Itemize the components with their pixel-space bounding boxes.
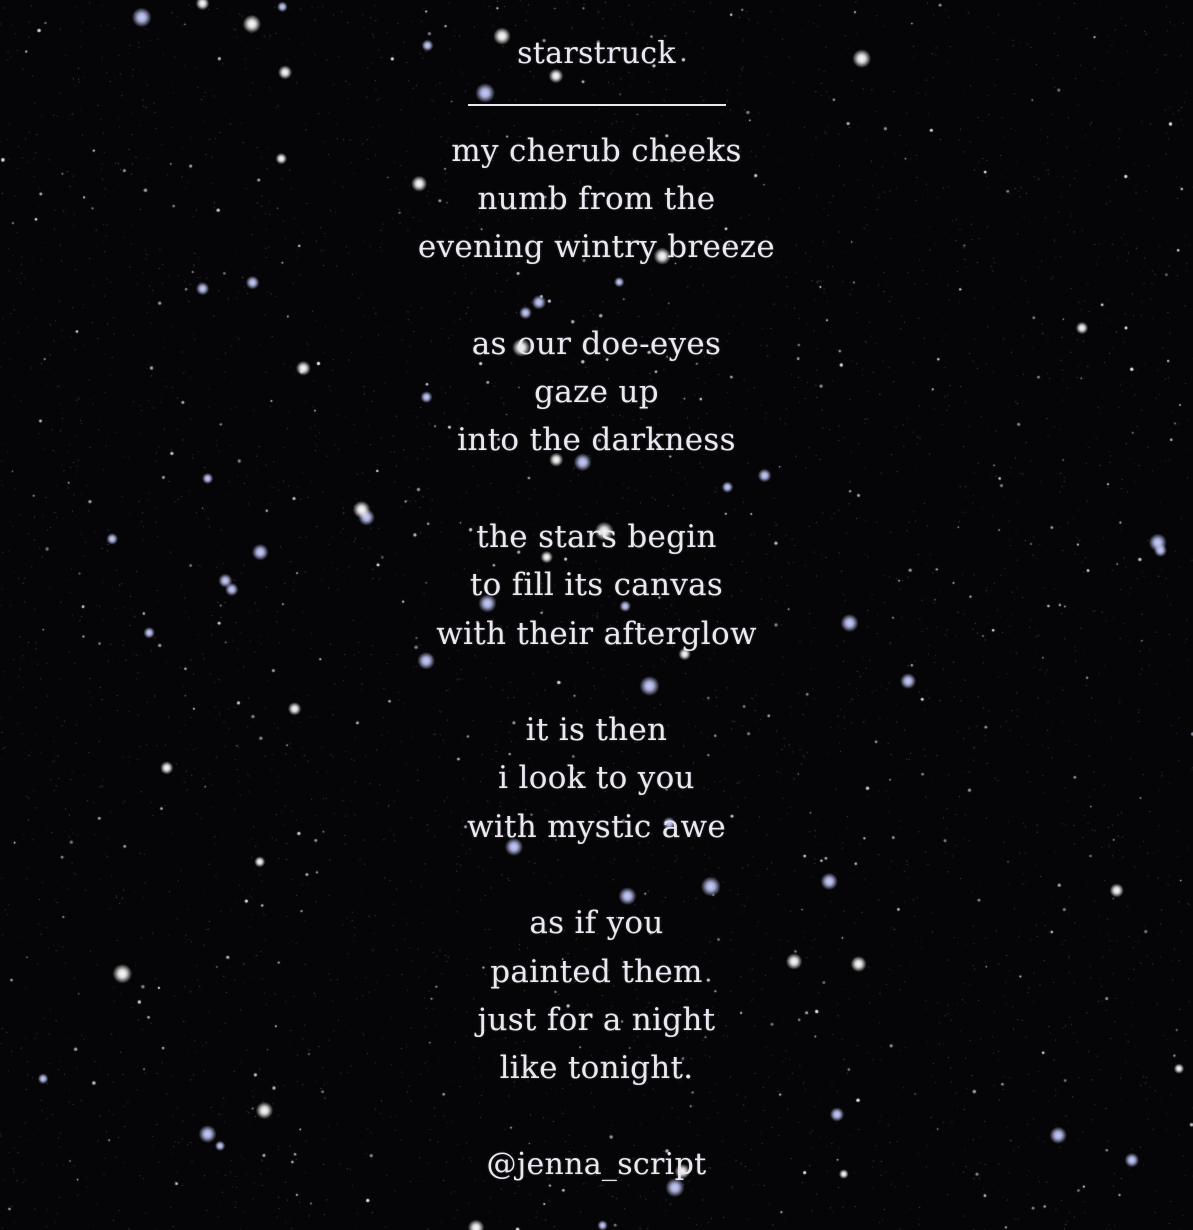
title-divider — [0, 78, 1193, 126]
poem-line: it is then — [525, 712, 668, 749]
poem-line: i look to you — [498, 760, 695, 797]
stanza-break — [0, 1093, 1193, 1141]
poem-line: with their afterglow — [436, 615, 757, 652]
poem-line: gaze up — [534, 374, 659, 411]
stanza-break — [0, 465, 1193, 513]
stanza-break — [0, 271, 1193, 319]
poem-line: just for a night — [477, 1001, 716, 1038]
stanza-break — [0, 851, 1193, 899]
poem-line: my cherub cheeks — [451, 132, 742, 169]
poem-line: into the darkness — [457, 422, 736, 459]
author-handle: @jenna_script — [486, 1146, 707, 1182]
poem-line: with mystic awe — [467, 808, 726, 845]
poem-line: evening wintry breeze — [417, 229, 776, 266]
stanza-break — [0, 658, 1193, 706]
divider-rule — [468, 104, 726, 106]
poem-line: to fill its canvas — [469, 567, 724, 604]
poem-block — [0, 30, 1193, 1189]
poem-line: like tonight. — [499, 1050, 694, 1087]
poem-line: as our doe-eyes — [471, 325, 722, 362]
poem-line: numb from the — [477, 180, 716, 217]
poem-title: starstruck — [517, 36, 676, 71]
poem-line: painted them — [490, 953, 703, 990]
poem-line: the stars begin — [476, 518, 717, 555]
poem-line: as if you — [529, 905, 664, 942]
